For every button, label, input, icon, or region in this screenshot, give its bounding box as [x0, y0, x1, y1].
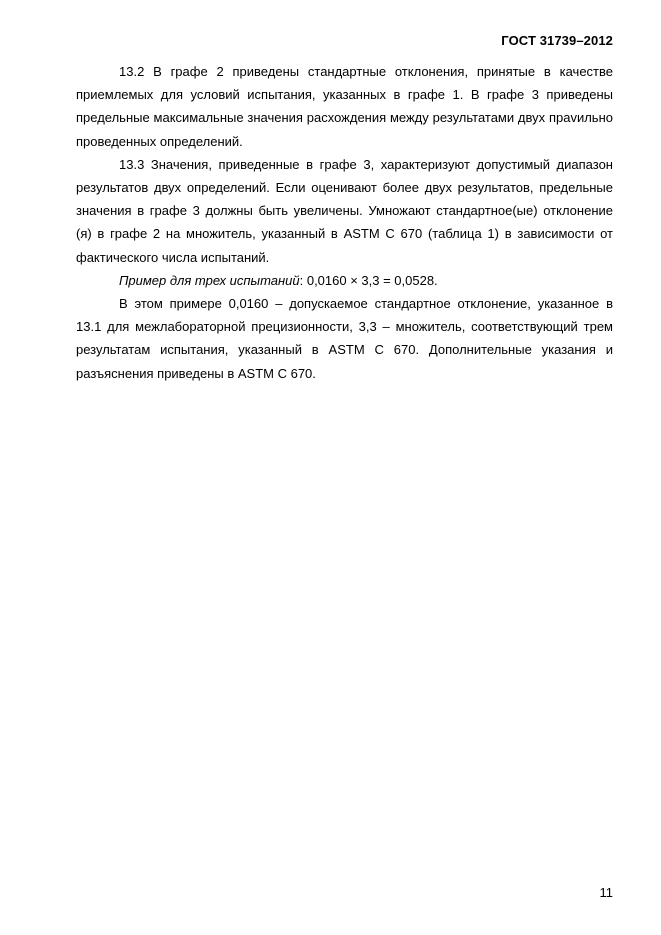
paragraph-explanation: В этом примере 0,0160 – допускаемое стандартное отклонение, указанное в 13.1 для межлабораторной прецизионности, 3,3 – множитель, соответствующий трем результатам испытания, указанный в ASTM C 670. Дополнительные указания и разъяснения приведены в ASTM C 670.: [76, 296, 613, 381]
document-header: ГОСТ 31739–2012: [501, 33, 613, 48]
paragraph-13-3: 13.3 Значения, приведенные в графе 3, характеризуют допустимый диапазон результатов двух определений. Если оценивают более двух результатов, предельные значения в графе 3 должны быть увеличены. Умножают стандартное(ые) отклонение (я) в графе 2 на множитель, указанный в ASTM C 670 (таблица 1) в зависимости от фактического числа испытаний.: [76, 156, 613, 265]
example-formula: : 0,0160 × 3,3 = 0,0528.: [299, 272, 438, 288]
page-number: 11: [599, 885, 613, 900]
example-paragraph: [76, 269, 613, 292]
document-body: [76, 60, 613, 385]
example-label: Пример для трех испытаний: [119, 272, 300, 288]
paragraph-13-2: 13.2 В графе 2 приведены стандартные отклонения, принятые в качестве приемлемых для условий испытания, указанных в графе 1. В графе 3 приведены предельные максимальные значения расхождения между результатами двух праvильно проведенных определений.: [76, 64, 613, 149]
